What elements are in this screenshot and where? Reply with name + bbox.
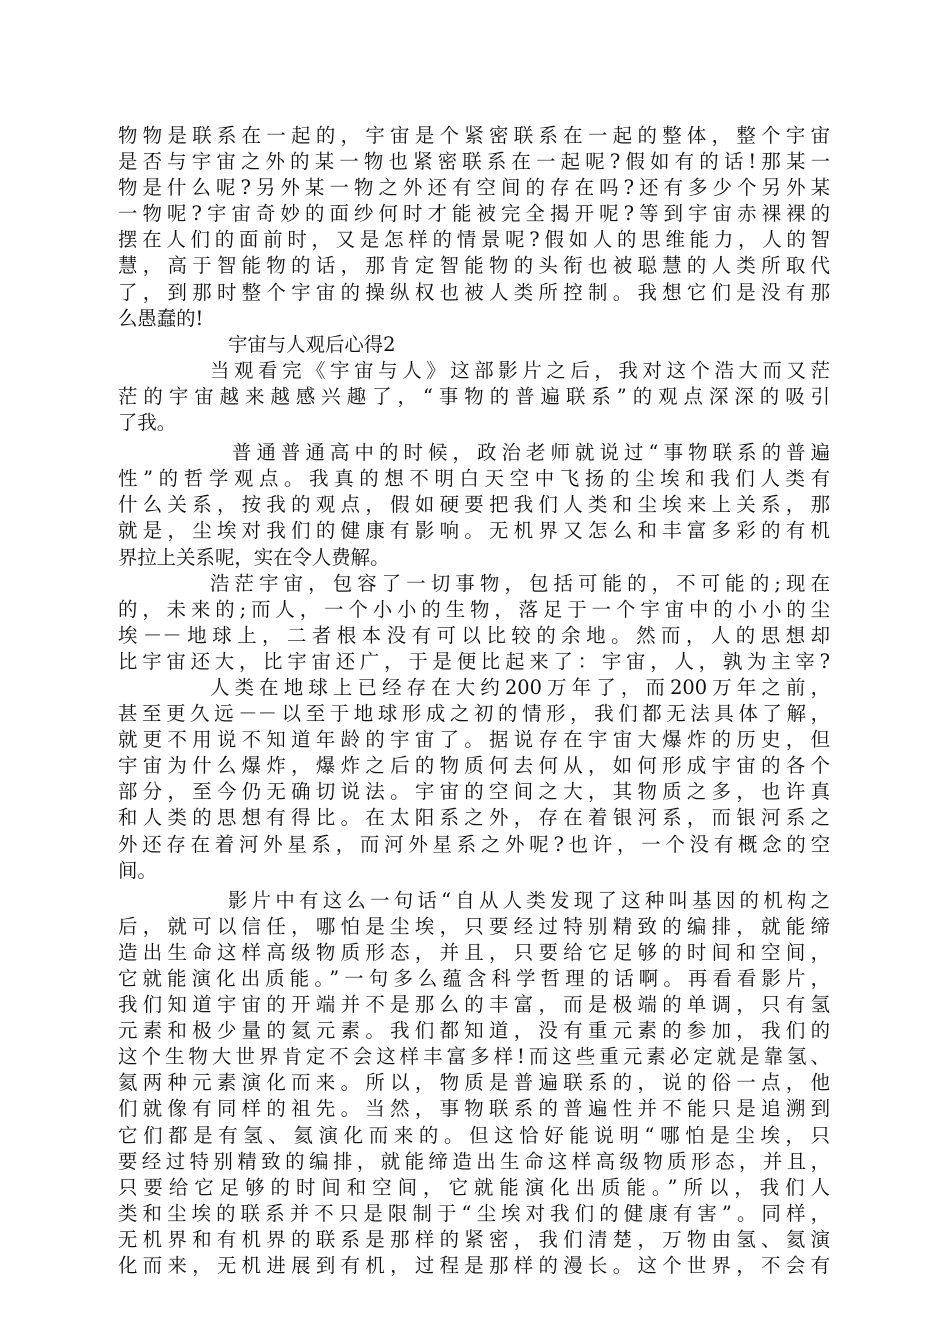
text-line: 类和尘埃的联系并不只是限制于“尘埃对我们的健康有害”。同样， xyxy=(118,1201,830,1225)
text-line: 么愚蠢的! xyxy=(118,306,204,330)
text-line: 了我。 xyxy=(118,411,177,435)
text-line: 当观看完《宇宙与人》这部影片之后，我对这个浩大而又茫 xyxy=(210,358,830,382)
paragraph-3 xyxy=(118,440,830,570)
paragraph-5 xyxy=(118,675,830,884)
text-line: 慧，高于智能物的话，那肯定智能物的头衔也被聪慧的人类所取代 xyxy=(118,254,830,278)
text-line: 物物是联系在一起的，宇宙是个紧密联系在一起的整体，整个宇宙 xyxy=(118,124,830,147)
text-line: 就更不用说不知道年龄的宇宙了。据说存在宇宙大爆炸的历史，但 xyxy=(118,728,830,752)
text-line: 一物呢?宇宙奇妙的面纱何时才能被完全揭开呢?等到宇宙赤裸裸的 xyxy=(118,202,830,226)
heading-text: 宇宙与人观后心得2 xyxy=(228,332,396,356)
text-line: 影片中有这么一句话“自从人类发现了这种叫基因的机构之 xyxy=(228,888,830,912)
paragraph-4 xyxy=(118,571,830,675)
text-line: 普通普通高中的时候，政治老师就说过“事物联系的普遍 xyxy=(232,441,830,465)
text-line: 性”的哲学观点。我真的想不明白天空中飞扬的尘埃和我们人类有 xyxy=(118,467,830,491)
text-line: 是否与宇宙之外的某一物也紧密联系在一起呢?假如有的话!那某一 xyxy=(118,150,830,174)
text-line: 造出生命这样高级物质形态，并且，只要给它足够的时间和空间， xyxy=(118,940,830,964)
text-line: 只要给它足够的时间和空间，它就能演化出质能。”所以，我们人 xyxy=(118,1175,830,1199)
text-line: 了，到那时整个宇宙的操纵权也被人类所控制。我想它们是没有那 xyxy=(118,280,830,304)
document-page xyxy=(118,123,830,1279)
text-line: 外还存在着河外星系，而河外星系之外呢?也许，一个没有概念的空 xyxy=(118,832,830,856)
text-line: 茫的宇宙越来越感兴趣了，“事物的普遍联系”的观点深深的吸引 xyxy=(118,384,830,408)
text-line: 氦两种元素演化而来。所以，物质是普遍联系的，说的俗一点，他 xyxy=(118,1071,830,1095)
text-line: 们就像有同样的祖先。当然，事物联系的普遍性并不能只是追溯到 xyxy=(118,1097,830,1121)
paragraph-2 xyxy=(118,358,830,436)
text-line: 元素和极少量的氦元素。我们都知道，没有重元素的参加，我们的 xyxy=(118,1019,830,1043)
text-line: 浩茫宇宙，包容了一切事物，包括可能的，不可能的;现在 xyxy=(210,571,830,595)
text-line: 这个生物大世界肯定不会这样丰富多样!而这些重元素必定就是靠氢、 xyxy=(118,1045,830,1069)
text-line: 它们都是有氢、氦演化而来的。但这恰好能说明“哪怕是尘埃，只 xyxy=(118,1123,830,1147)
text-line: 和人类的思想有得比。在太阳系之外，存在着银河系，而银河系之 xyxy=(118,806,830,830)
text-line: 的，未来的;而人，一个小小的生物，落足于一个宇宙中的小小的尘 xyxy=(118,597,830,621)
text-line: 摆在人们的面前时，又是怎样的情景呢?假如人的思维能力，人的智 xyxy=(118,228,830,252)
text-line: 就是，尘埃对我们的健康有影响。无机界又怎么和丰富多彩的有机 xyxy=(118,519,830,543)
section-heading xyxy=(118,332,830,358)
text-line: 人类在地球上已经存在大约200万年了，而200万年之前， xyxy=(210,675,830,699)
text-line: 化而来，无机进展到有机，过程是那样的漫长。这个世界，不会有 xyxy=(118,1254,830,1278)
text-line: 要经过特别精致的编排，就能缔造出生命这样高级物质形态，并且， xyxy=(118,1149,830,1173)
text-line: 埃－－地球上，二者根本没有可以比较的余地。然而，人的思想却 xyxy=(118,623,830,647)
text-line: 间。 xyxy=(118,858,157,882)
text-line: 界拉上关系呢，实在令人费解。 xyxy=(118,545,390,569)
text-line: 比宇宙还大，比宇宙还广，于是便比起来了：宇宙，人，孰为主宰? xyxy=(118,649,830,673)
text-line: 物是什么呢?另外某一物之外还有空间的存在吗?还有多少个另外某 xyxy=(118,176,830,200)
text-line: 我们知道宇宙的开端并不是那么的丰富，而是极端的单调，只有氢 xyxy=(118,993,830,1017)
text-line: 后，就可以信任，哪怕是尘埃，只要经过特别精致的编排，就能缔 xyxy=(118,914,830,938)
text-line: 什么关系，按我的观点，假如硬要把我们人类和尘埃来上关系，那 xyxy=(118,493,830,517)
text-line: 部分，至今仍无确切说法。宇宙的空间之大，其物质之多，也许真 xyxy=(118,780,830,804)
text-line: 甚至更久远－－以至于地球形成之初的情形，我们都无法具体了解， xyxy=(118,702,830,726)
text-line: 宇宙为什么爆炸，爆炸之后的物质何去何从，如何形成宇宙的各个 xyxy=(118,754,830,778)
text-line: 无机界和有机界的联系是那样的紧密，我们清楚，万物由氢、氦演 xyxy=(118,1227,830,1251)
paragraph-1 xyxy=(118,123,830,332)
paragraph-6 xyxy=(118,888,830,1279)
text-line: 它就能演化出质能。”一句多么蕴含科学哲理的话啊。再看看影片， xyxy=(118,967,830,990)
